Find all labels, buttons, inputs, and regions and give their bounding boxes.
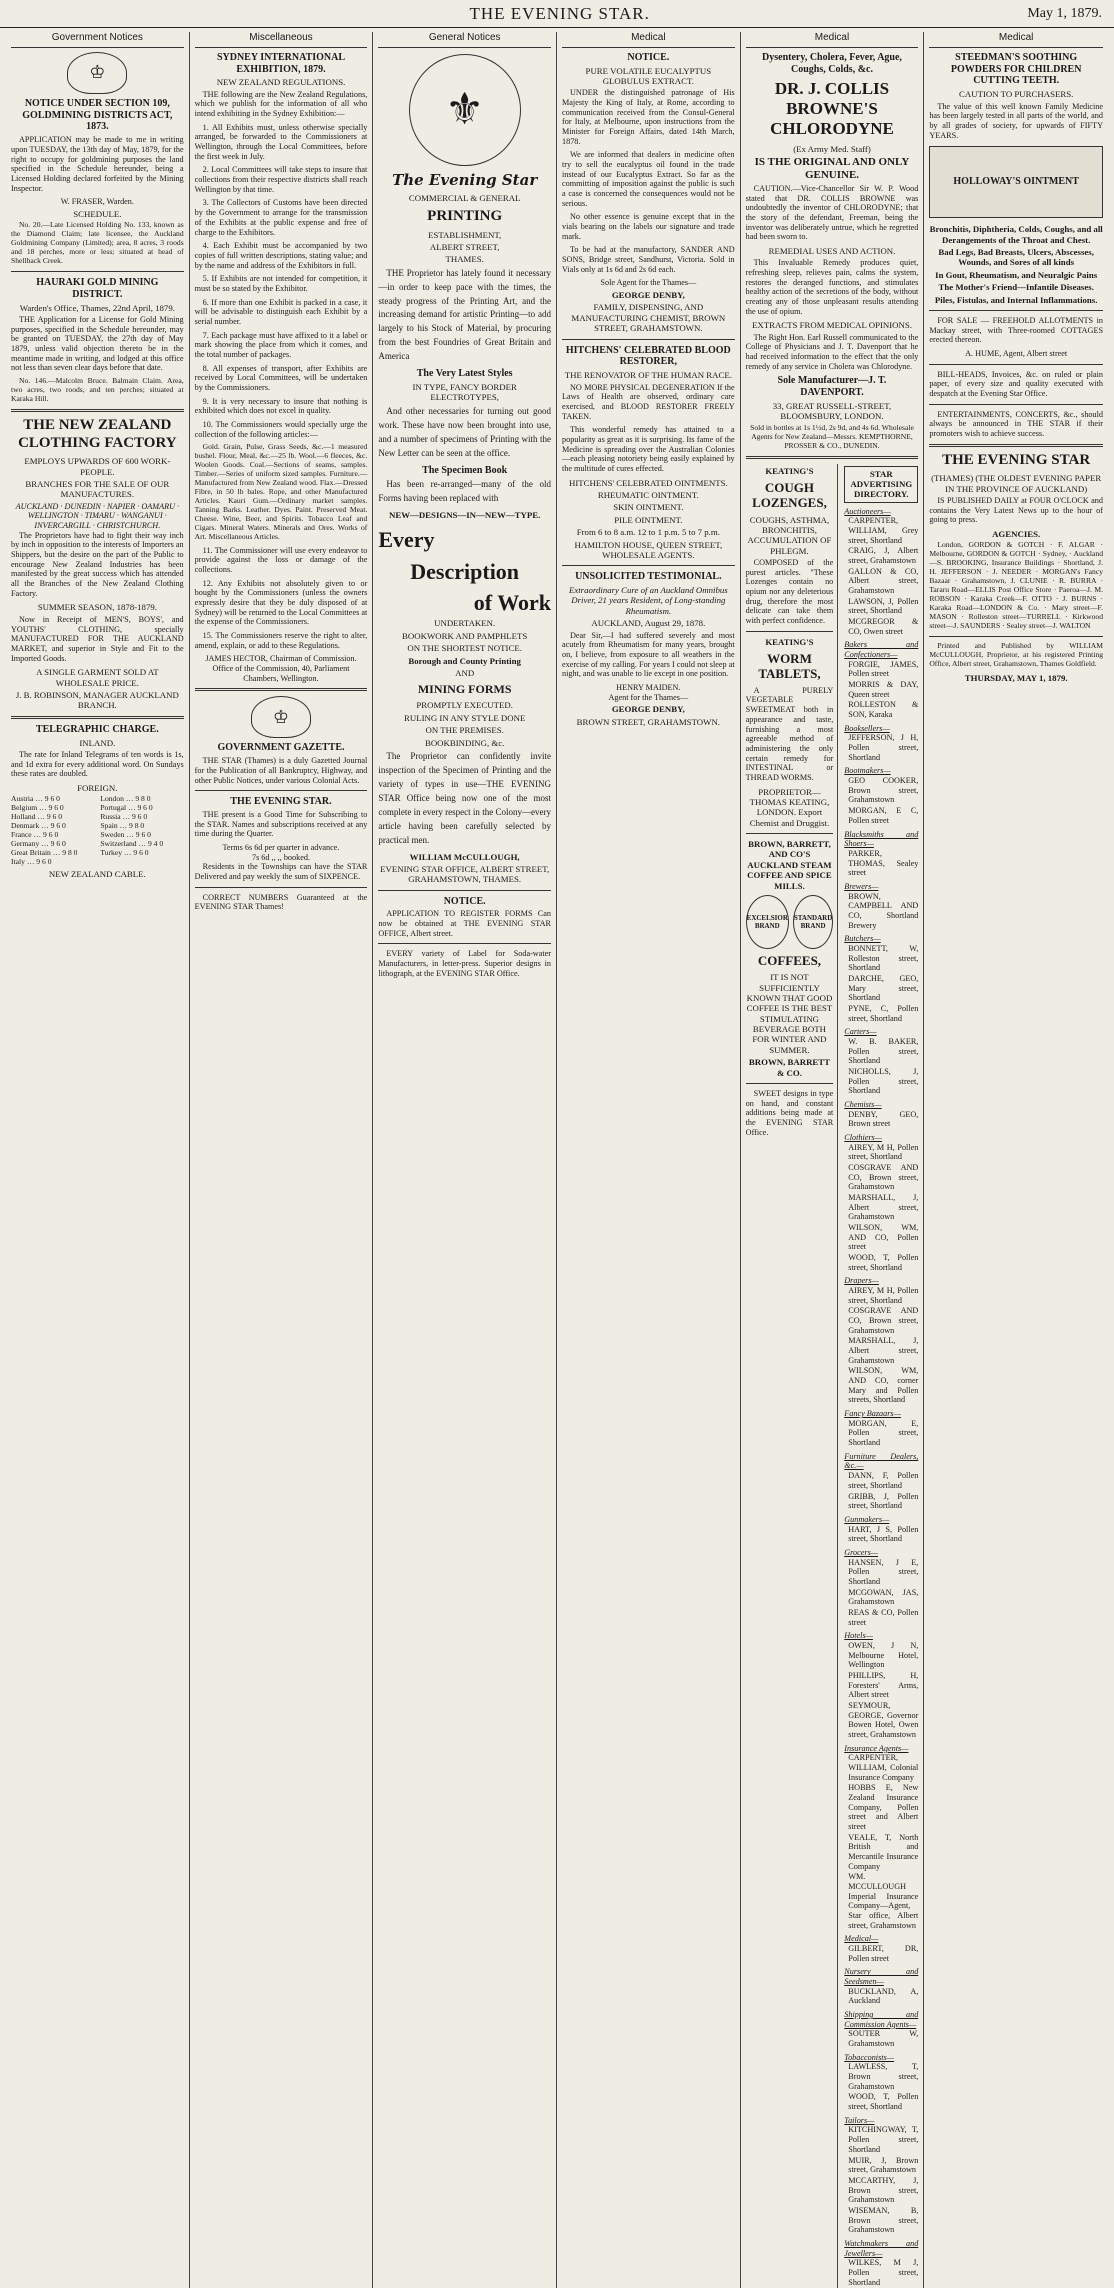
directory-entry: MCGREGOR & CO, Owen street — [848, 617, 919, 636]
divider — [195, 688, 368, 691]
townships-body: Residents in the Townships can have the STAR Delivered and pay weekly the sum of SIXPENCE. — [194, 862, 368, 882]
hitchens-body2: This wonderful remedy has attained to a popularity as great as it is surprising. Its fame of the Medicine is spreading over the Australian Colonies—each pleasing notoriety being easily explained by the multitude of cures effected. — [562, 425, 735, 473]
inspect-body: The Proprietor can confidently invite inspection of the Specimen of Printing and the variety of types in use—THE EVENING STAR Office being now one of the most complete in every respect in the Colony—every article having been carefully selected by practical men. — [378, 750, 551, 845]
eucalyptus-sale: To be had at the manufactory, SANDER AND SONS, Bridge street, Sandhurst, Victoria. Sold in Vials only at 1s 6d and 2s 6d each. — [562, 245, 735, 274]
directory-entry: CARPENTER, WILLIAM, Colonial Insurance Company — [848, 1753, 919, 1782]
ointment-title: HITCHENS' CELEBRATED OINTMENTS. — [568, 477, 728, 488]
rate-cell: Denmark … 9 6 0 — [11, 821, 66, 831]
directory-entry: SEYMOUR, GEORGE, Governor Bowen Hotel, Owen street, Grahamstown — [848, 1700, 919, 1739]
directory-entry: DARCHE, GEO, Mary street, Shortland — [848, 973, 919, 1003]
directory-entry: MCGOWAN, JAS, Grahamstown — [848, 1587, 919, 1607]
rule-item: 9. It is very necessary to insure that nothing is exhibited which does not excel in quality. — [194, 396, 368, 416]
keating-and-directory — [746, 464, 919, 2288]
directory-entry: W. B. BAKER, Pollen street, Shortland — [848, 1036, 919, 1066]
rate-cell: Switzerland … 9 4 0 — [100, 839, 164, 849]
bb-title: BROWN, BARRETT, AND CO'S AUCKLAND STEAM COFFEE AND SPICE MILLS. — [747, 839, 832, 891]
divider — [929, 444, 1103, 447]
directory-list — [844, 507, 918, 2288]
steedman-body: The value of this well known Family Medicine has been largely tested in all parts of the world, and by all grades of society, for upwards of FIFTY YEARS. — [929, 101, 1103, 140]
rule-item: 8. All expenses of transport, after Exhibits are received by Local Committees, will be undertaken by the Commissioners. — [194, 363, 368, 392]
directory-entry: HOBBS E, New Zealand Insurance Company, Pollen street and Albert street — [848, 1783, 919, 1831]
directory-category: Clothiers— — [844, 1132, 883, 1142]
holloway-mothers: The Mother's Friend—Infantile Diseases. — [938, 282, 1094, 293]
bill-heads: BILL-HEADS, Invoices, &c. on ruled or plain paper, of every size and quality executed with despatch at the Evening Star Office. — [929, 369, 1103, 398]
sole-address: 33, GREAT RUSSELL-STREET, BLOOMSBURY, LONDON. — [772, 400, 892, 422]
footer-imprint: Printed and Published by WILLIAM McCULLOUGH, Proprietor, at his registered Printing Office, Albert street, Grahamstown, Thames Goldfield. — [929, 640, 1103, 668]
ruling-line: RULING IN ANY STYLE DONE — [403, 712, 526, 723]
notice-line: ON THE SHORTEST NOTICE. — [407, 643, 522, 654]
directory-entry: LAWSON, J, Pollen street, Shortland — [848, 596, 919, 616]
directory-entry: NICHOLLS, J, Pollen street, Shortland — [848, 1066, 919, 1096]
keating-title: KEATING'S — [765, 465, 814, 476]
hauraki-sub: Warden's Office, Thames, 22nd April, 1879. — [19, 302, 175, 313]
directory-category: Medical— — [844, 1934, 879, 1944]
rheumatic-line: RHEUMATIC OINTMENT. — [597, 490, 699, 500]
directory-entry: GEO COOKER, Brown street, Grahamstown — [848, 776, 919, 805]
directory-entry: GILBERT, DR, Pollen street — [848, 1944, 919, 1963]
mining-forms: MINING FORMS — [417, 682, 512, 697]
directory-category: Tobacconists— — [844, 2052, 895, 2062]
styles-title: The Very Latest Styles — [416, 368, 513, 380]
directory-entry: WILSON, WM, AND CO, Pollen street — [848, 1223, 919, 1252]
star-sub: (THAMES) (THE OLDEST EVENING PAPER IN THE PROVINCE OF AUCKLAND) — [931, 473, 1102, 494]
column-medical-1 — [557, 32, 741, 2288]
column-general-notices — [373, 32, 557, 2288]
directory-category: Gunmakers— — [844, 1514, 890, 1524]
cable-title: NEW ZEALAND CABLE. — [48, 868, 146, 879]
binding-line: BOOKBINDING, &c. — [424, 737, 505, 748]
rate-cell: Italy … 9 6 0 — [11, 856, 52, 866]
directory-category: Fancy Bazaars— — [844, 1409, 901, 1419]
keating-proprietor: PROPRIETOR—THOMAS KEATING, LONDON. Export Chemist and Druggist. — [749, 786, 830, 828]
directory-category: Chemists— — [844, 1099, 882, 1109]
rule-item: 4. Each Exhibit must be accompanied by two copies of full written descriptions, stating value; and by the name and address of the Exhibitors in full. — [194, 241, 368, 270]
directory-entry: MARSHALL, J, Albert street, Grahamstown — [848, 1193, 919, 1222]
divider — [11, 716, 184, 719]
directory-entry: WILSON, WM, AND CO, corner Mary and Pollen streets, Shortland — [848, 1366, 919, 1405]
books-line: BOOKWORK AND PAMPHLETS — [402, 630, 528, 641]
directory-entry: WOOD, T, Pollen street, Shortland — [848, 1253, 919, 1272]
divider — [195, 790, 368, 791]
diseases-line: Dysentery, Cholera, Fever, Ague, Coughs, Colds, &c. — [762, 51, 902, 75]
telegraph-title: TELEGRAPHIC CHARGE. — [35, 723, 159, 735]
bb-sign: BROWN, BARRETT & CO. — [748, 1057, 831, 1078]
agent2-sub: BROWN STREET, GRAHAMSTOWN. — [576, 716, 720, 727]
directory-entry: PHILLIPS, H, Foresters' Arms, Albert street — [848, 1670, 919, 1700]
directory-category: Brewers— — [844, 881, 879, 891]
directory-entry: GALLON & CO, Albert street, Grahamstown — [848, 566, 919, 596]
masthead — [0, 0, 1114, 28]
directory-entry: DANN, F, Pollen street, Shortland — [848, 1471, 919, 1490]
directory-category: Auctioneers— — [844, 506, 891, 516]
holloway-bad-legs: Bad Legs, Bad Breasts, Ulcers, Abscesses, Wounds, and Sores of all kinds — [938, 247, 1094, 268]
standard-brand-icon: STANDARD BRAND — [793, 895, 833, 949]
published-body: IS PUBLISHED DAILY at FOUR O'CLOCK and contains the Very Latest News up to the hour of going to press. — [929, 496, 1103, 525]
divider — [746, 631, 834, 632]
rule-item: 5. If Exhibits are not intended for competition, it must be so stated by the Exhibitor. — [194, 274, 368, 293]
remedial-body: This Invaluable Remedy produces quiet, refreshing sleep, relieves pain, calms the system, restores the deranged functions, and stimulates healthy action of the secretions of the body, without creating any of those unpleasant results attending the use of opium. — [745, 258, 919, 316]
directory-entry: BONNETT, W, Rolleston street, Shortland — [848, 943, 919, 973]
divider — [929, 636, 1103, 637]
directory-category: Carters— — [844, 1027, 877, 1037]
directory-category: Grocers— — [844, 1547, 879, 1557]
commission-sign: JAMES HECTOR, Chairman of Commission. Office of the Commission, 40, Parliament Chambers, Wellington. — [205, 654, 357, 683]
rate-cell: France … 9 6 0 — [11, 830, 59, 840]
advertising-directory — [844, 464, 918, 2288]
directory-entry: WILKES, M J, Pollen street, Shortland — [848, 2258, 919, 2287]
rates-table — [11, 795, 184, 867]
skin-line: SKIN OINTMENT. — [613, 502, 684, 513]
exhibition-intro: THE following are the New Zealand Regulations, which we publish for the information of all who intend exhibiting in the Sydney Exhibition:— — [194, 89, 368, 119]
column-header: Medical — [746, 32, 919, 48]
new-designs: NEW—DESIGNS—IN—NEW—TYPE. — [389, 510, 541, 521]
line1: COMMERCIAL & GENERAL — [408, 193, 521, 204]
hamilton-line: HAMILTON HOUSE, QUEEN STREET, WHOLESALE AGENTS. — [574, 539, 723, 560]
rule-item: 10. The Commissioners would specially urge the collection of the following articles:— — [194, 419, 368, 439]
directory-entry: WISEMAN, B, Brown street, Grahamstown — [848, 2205, 919, 2235]
rate-cell: Portugal … 9 6 0 — [100, 803, 153, 813]
labels-body: EVERY variety of Label for Soda-water Manufacturers, in letter-press. Superior designs in lithograph, at the EVENING STAR Office. — [378, 949, 551, 978]
divider — [11, 409, 184, 412]
directory-entry: HANSEN, J E, Pollen street, Shortland — [848, 1557, 919, 1586]
rule-item: 15. The Commissioners reserve the right to alter, amend, explain, or add to these Regulations. — [194, 631, 368, 650]
summer-body: Now in Receipt of MEN'S, BOYS', and YOUTHS' CLOTHING, specially MANUFACTURED FOR THE AUCKLAND MARKET, and superior in Style and Fit to the Imported Goods. — [11, 614, 184, 663]
divider — [378, 943, 551, 944]
column-government-notices — [6, 32, 190, 2288]
gazette-title: GOVERNMENT GAZETTE. — [217, 742, 345, 754]
original-line: IS THE ORIGINAL AND ONLY GENUINE. — [754, 155, 910, 181]
robinson-sign: J. B. ROBINSON, MANAGER AUCKLAND BRANCH. — [15, 689, 179, 711]
hauraki-title: HAURAKI GOLD MINING DISTRICT. — [36, 277, 159, 300]
eucalyptus-body: UNDER the distinguished patronage of His Majesty the King of Italy, at Rome, according to communication received from the Consul-General for Italy, at Melbourne, upon instructions from the Minister for Foreign Affairs, dated 14th March, 1878. — [562, 88, 735, 146]
column-header: Medical — [929, 32, 1103, 48]
directory-category: Drapers— — [844, 1276, 879, 1286]
notice-title: NOTICE UNDER SECTION 109, GOLDMINING DISTRICTS ACT, 1873. — [22, 97, 173, 133]
pile-line: PILE OINTMENT. — [614, 514, 683, 525]
directory-entry: MCCARTHY, J, Brown street, Grahamstown — [848, 2175, 919, 2205]
royal-arms-icon: ♔ — [67, 52, 127, 94]
directory-entry: DENBY, GEO, Brown street — [848, 1109, 919, 1129]
testimonial-sub: Extraordinary Cure of an Auckland Omnibus Driver, 21 years Resident, of Long-standing Rheumatism. — [568, 585, 728, 616]
terms-line: Terms 6s 6d per quarter in advance. — [222, 843, 340, 853]
directory-entry: BUCKLAND, A, Auckland — [848, 1986, 919, 2006]
factory-sub: EMPLOYS UPWARDS OF 600 WORK-PEOPLE. — [24, 456, 171, 477]
directory-entry: CRAIG, J, Albert street, Grahamstown — [848, 546, 919, 566]
rule-item: 11. The Commissioner will use every endeavor to provide against the loss or damage of the collections. — [194, 545, 368, 575]
factory-title: THE NEW ZEALAND CLOTHING FACTORY — [18, 416, 177, 451]
directory-category: Furniture Dealers, &c.— — [844, 1451, 919, 1471]
masthead-title: THE EVENING STAR. — [469, 3, 650, 23]
notice-body: APPLICATION may be made to me in writing upon TUESDAY, the 13th day of May, 1879, for the right to occupy for goldmining purposes the land specified in the Schedule hereunder, being a Licensed Holding declared forfeited by the Mining Inspector. — [11, 135, 184, 193]
star-body: THE present is a Good Time for Subscribing to the STAR. Names and subscriptions received at any time during the Quarter. — [194, 810, 368, 839]
correct-numbers: CORRECT NUMBERS Guaranteed at the EVENING STAR Thames! — [194, 892, 368, 912]
paper-title: The Evening Star — [392, 170, 538, 189]
rate-cell: Great Britain … 9 8 0 — [11, 848, 78, 857]
printing-press-icon: ⚜ — [409, 54, 521, 166]
directory-category: Watchmakers and Jewellers— — [844, 2238, 919, 2258]
rate-cell: Turkey … 9 6 0 — [100, 848, 149, 857]
rate-cell: Belgium … 9 6 0 — [11, 803, 64, 813]
holloway-piles: Piles, Fistulas, and Internal Inflammations. — [934, 294, 1098, 305]
column-header: Government Notices — [11, 32, 184, 48]
keating-cough: COUGH LOZENGES, — [752, 479, 827, 511]
and-line: AND — [455, 667, 475, 678]
agent-line: Sole Agent for the Thames— — [600, 278, 697, 288]
keating-body: COMPOSED of the purest articles. "These Lozenges contain no opium nor any deleterious drug, therefore the most delicate can take them with perfect confidence. — [745, 558, 834, 626]
telegraph-inland: INLAND. — [79, 737, 116, 748]
steedman-title: STEEDMAN'S SOOTHING POWDERS FOR CHILDREN CUTTING TEETH. — [950, 51, 1082, 87]
notice-title: NOTICE. — [443, 895, 486, 907]
hitchens-body: NO MORE PHYSICAL DEGENERATION If the Laws of Health are observed, ordinary care exercised, and BLOOD RESTORER FREELY TAKEN. — [562, 382, 735, 421]
borough-line: Borough and County Printing — [408, 655, 521, 666]
divider — [195, 887, 368, 888]
chlorodyne-brand: DR. J. COLLIS BROWNE'S CHLORODYNE — [770, 79, 894, 139]
directory-entry: MARSHALL, J, Albert street, Grahamstown — [848, 1336, 919, 1365]
footer-date: THURSDAY, MAY 1, 1879. — [964, 672, 1068, 683]
sale-agent: A. HUME, Agent, Albert street — [965, 348, 1068, 358]
directory-entry: COSGRAVE AND CO, Brown street, Grahamstown — [848, 1163, 919, 1192]
eucalyptus-body2: We are informed that dealers in medicine often try to sell the eucalyptus oil found in the trade instead of our Eucalyptus Extract. So far as the committing of imposition against the public is such a case is concerned the consequences would not be serious. — [562, 150, 735, 208]
address1: ALBERT STREET, — [429, 241, 500, 252]
every-line: Every — [378, 526, 435, 552]
premises-line: ON THE PREMISES. — [425, 725, 504, 736]
sweet-body: SWEET designs in type on hand, and constant additions being made at the EVENING STAR Office. — [745, 1088, 834, 1137]
line2: ESTABLISHMENT, — [428, 229, 502, 240]
schedule-text: No. 20.—Late Licensed Holding No. 133, known as the Diamond Claim; late licensee, the Auckland Goldmining Company (Limited); area, 8 acres, 3 roods and 18 perches, more or less; situated at head of Shellback Creek. — [11, 220, 184, 266]
undertaken-line: UNDERTAKEN. — [434, 618, 496, 629]
keating-worm: WORM TABLETS, — [758, 651, 821, 682]
directory-category: Blacksmiths and Shoers— — [844, 829, 919, 849]
divider — [929, 310, 1103, 311]
description-line: Description — [410, 558, 520, 584]
schedule2-text: No. 146.—Malcolm Bruce. Balmain Claim. Area, two acres, two roods, and ten perches; situated at Karaka Hill. — [11, 376, 184, 403]
divider — [11, 271, 184, 272]
rate-cell: Holland … 9 6 0 — [11, 812, 63, 822]
divider — [746, 1083, 834, 1084]
divider — [562, 339, 735, 340]
directory-category: Bootmakers— — [844, 766, 891, 776]
sale-body: FOR SALE — FREEHOLD ALLOTMENTS in Mackay street, with Three-roomed COTTAGES erected thereon. — [929, 315, 1103, 345]
articles-list: Gold. Grain, Pulse, Grass Seeds, &c.—1 measured bushel. Flour, Meal, &c.—25 lb. Wool.—6 fleeces, &c. Woolen Goods. Coal.—Sections of seams, samples. Timber.—Series of uniform sized samples. Furniture.—Manufactured from New Zealand wood. Flax.—Dressed Fibre, in 50 lb bales. Rope, and other Manufactured Articles. Kauri Gum.—Ordinary market samples. Tanning Barks. Leather. Dyes. Paint. Preserved Meat. Cheese. Wine, Beer, and Spirits. Tobacco Leaf and Cigars. Mineral Waters. Minerals and Ores. Works of Art. Miscellaneous Articles. — [194, 442, 368, 541]
directory-entry: REAS & CO, Pollen street — [848, 1607, 919, 1627]
agent-name: GEORGE DENBY, — [611, 290, 685, 301]
steedman-caution: CAUTION TO PURCHASERS. — [959, 89, 1074, 100]
rule-item: 1. All Exhibits must, unless otherwise specially arranged, be forwarded to the Commissioners at Wellington, through the Local Committees, before the first week in July. — [194, 122, 368, 161]
agent-sub: FAMILY, DISPENSING, AND MANUFACTURING CHEMIST, BROWN STREET, GRAHAMSTOWN. — [571, 302, 726, 334]
schedule-heading: SCHEDULE. — [73, 208, 122, 219]
directory-entry: MORRIS & DAY, Queen street — [848, 680, 919, 699]
directory-category: Shipping and Commission Agents— — [844, 2010, 919, 2029]
notice-body: APPLICATION TO REGISTER FORMS Can now be obtained at THE EVENING STAR OFFICE, Albert street. — [378, 909, 551, 938]
booked-line: 7s 6d ,, ,, booked. — [251, 852, 310, 862]
testimonial-sign: HENRY MAIDEN. — [616, 682, 681, 692]
address2: THAMES. — [445, 254, 484, 265]
testimonial-date: AUCKLAND, August 29, 1878. — [591, 618, 706, 629]
directory-category: Booksellers— — [844, 723, 890, 733]
directory-entry: COSGRAVE AND CO, Brown street, Grahamstown — [848, 1306, 919, 1335]
directory-entry: GRIBB, J, Pollen street, Shortland — [848, 1491, 919, 1511]
specimen-body: Has been re-arranged—many of the old Forms having been replaced with — [378, 479, 551, 504]
sole-manufacturer: Sole Manufacturer—J. T. DAVENPORT. — [777, 375, 887, 399]
column-medical-2 — [741, 32, 925, 2288]
star-title: THE EVENING STAR. — [230, 796, 332, 808]
rate-cell: Sweden … 9 6 0 — [100, 830, 151, 840]
coffees-title: COFFEES, — [757, 952, 822, 968]
rule-item: 2. Local Committees will take steps to insure that collections from their respective districts shall reach Wellington by that time. — [194, 165, 368, 194]
star-title: THE EVENING STAR — [942, 451, 1091, 468]
directory-entry: OWEN, J N, Melbourne Hotel, Wellington — [848, 1640, 919, 1670]
hitchens-sub: THE RENOVATOR OF THE HUMAN RACE. — [564, 370, 732, 381]
remedial-title: REMEDIAL USES AND ACTION. — [768, 245, 896, 256]
entertainments: ENTERTAINMENTS, CONCERTS, &c., should always be announced in THE STAR if their promoters wish to achieve success. — [929, 409, 1103, 438]
chlorodyne-sub: (Ex Army Med. Staff) — [793, 143, 871, 154]
holloway-gout: In Gout, Rheumatism, and Neuralgic Pains — [935, 269, 1098, 280]
divider — [929, 364, 1103, 365]
branches-list: AUCKLAND · DUNEDIN · NAPIER · OAMARU · WELLINGTON · TIMARU · WANGANUI · INVERCARGILL · CHRISTCHURCH. — [15, 501, 180, 531]
directory-entry: SOUTER W, Grahamstown — [848, 2029, 919, 2049]
extracts-body: The Right Hon. Earl Russell communicated to the College of Physicians and J. T. Davenport that he had received information to the effect that the only remedy of any service in Cholera was Chlorodyne. — [745, 332, 919, 371]
gazette-body: THE STAR (Thames) is a duly Gazetted Journal for the Publication of all Bankruptcy, Highway, and other Public Notices, under various Colonial Acts. — [194, 756, 368, 785]
keating-ads — [746, 464, 839, 2288]
directory-entry: BROWN, CAMPBELL AND CO, Shortland Brewery — [848, 891, 919, 930]
directory-entry: PARKER, THOMAS, Sealey street — [848, 848, 919, 878]
directory-entry: WOOD, T, Pollen street, Shortland — [848, 2092, 919, 2112]
rule-item: 7. Each package must have affixed to it a label or mark showing the place from which it comes, and the total number of packages. — [194, 330, 368, 359]
agent2-name: GEORGE DENBY, — [611, 704, 685, 715]
owner-name: WILLIAM McCULLOUGH, — [409, 851, 520, 862]
directory-entry: WM. MCCULLOUGH Imperial Insurance Company—Agent, Star office, Albert street, Grahamstown — [848, 1872, 919, 1930]
owner-sub: EVENING STAR OFFICE, ALBERT STREET, GRAHAMSTOWN, THAMES. — [380, 863, 550, 885]
type-line: IN TYPE, FANCY BORDER ELECTROTYPES, — [412, 382, 517, 403]
royal-arms-icon: ♔ — [251, 696, 311, 738]
divider — [746, 456, 919, 459]
branches-title: BRANCHES FOR THE SALE OF OUR MANUFACTURES. — [25, 479, 170, 500]
rule-item: 3. The Collectors of Customs have been directed by the Government to arrange for the transmission of the Exhibits at the public expense and free of charge to the Exhibitors. — [194, 198, 368, 237]
directory-entry: JEFFERSON, J H, Pollen street, Shortland — [848, 733, 919, 762]
exhibition-title: SYDNEY INTERNATIONAL EXHIBITION, 1879. — [216, 51, 346, 75]
directory-entry: HART, J S, Pollen street, Shortland — [848, 1524, 919, 1544]
printing-title: PRINTING — [427, 207, 503, 224]
agent2-line: Agent for the Thames— — [608, 692, 689, 702]
directory-entry: MORGAN, E, Pollen street, Shortland — [848, 1418, 919, 1448]
notice-title: NOTICE. — [627, 51, 670, 63]
divider — [378, 890, 551, 891]
holloways-ointment-logo: HOLLOWAY'S OINTMENT — [929, 146, 1103, 218]
divider — [562, 565, 735, 566]
columns — [6, 32, 1108, 2287]
extracts-title: EXTRACTS FROM MEDICAL OPINIONS. — [751, 320, 912, 331]
masthead-date: May 1, 1879. — [1027, 5, 1102, 21]
coffees-body: IT IS NOT SUFFICIENTLY KNOWN THAT GOOD COFFEE IS THE BEST STIMULATING BEVERAGE BOTH FOR WINTER AND SUMMER. — [746, 972, 833, 1055]
rate-cell: London … 9 8 0 — [100, 794, 151, 804]
directory-entry: KITCHINGWAY, T, Pollen street, Shortland — [848, 2125, 919, 2154]
printing-body: THE Proprietor has lately found it necessary—in order to keep pace with the times, the steady progress of the Printing Art, and the increasing demand for artistic Printing—to add largely to his Stock of Material, by procuring from the best Foundries of Great Britain and America — [378, 267, 551, 362]
divider — [929, 404, 1103, 405]
column-medical-3 — [924, 32, 1108, 2288]
column-header: Medical — [562, 32, 735, 48]
agencies-title: AGENCIES. — [992, 529, 1041, 540]
summer-title: SUMMER SEASON, 1878-1879. — [37, 602, 157, 613]
rate-cell: Spain … 9 8 0 — [100, 821, 145, 831]
directory-category: Nursery and Seedsmen— — [844, 1967, 919, 1987]
keating-worm-title: KEATING'S — [765, 636, 814, 647]
keating-worm-body: A PURELY VEGETABLE SWEETMEAT both in appearance and taste, furnishing a most agreeable method of administering the only certain remedy for INTESTINAL or THREAD WORMS. — [745, 685, 834, 782]
directory-category: Bakers and Confectioners— — [844, 640, 919, 660]
directory-title: STAR ADVERTISING DIRECTORY. — [844, 466, 918, 503]
directory-entry: AIREY, M H, Pollen street, Shortland — [848, 1286, 919, 1305]
garment-line: A SINGLE GARMENT SOLD AT WHOLESALE PRICE. — [36, 667, 159, 688]
directory-entry: ROLLESTON & SON, Karaka — [848, 700, 919, 720]
sole-sub: Sold in bottles at 1s 1½d, 2s 9d, and 4s 6d. Wholesale Agents for New Zealand—Messrs. KEMPTHORNE, PROSSER & CO., DUNEDIN. — [750, 422, 914, 450]
rate-cell: Russia … 9 6 0 — [100, 812, 148, 822]
notice-sign: W. FRASER, Warden. — [60, 197, 134, 207]
directory-category: Tailors— — [844, 2115, 875, 2125]
directory-entry: VEALE, T, North British and Mercantile Insurance Company — [848, 1832, 919, 1871]
directory-entry: PYNE, C, Pollen street, Shortland — [848, 1003, 919, 1023]
testimonial-title: UNSOLICITED TESTIMONIAL. — [575, 571, 722, 583]
directory-entry: CARPENTER, WILLIAM, Grey street, Shortland — [848, 516, 919, 545]
rule-item: 6. If more than one Exhibit is packed in a case, it will be advisable to distinguish each Exhibit by a serial number. — [194, 297, 368, 326]
coffee-brands — [746, 895, 834, 949]
exhibition-sub: NEW ZEALAND REGULATIONS. — [216, 77, 346, 88]
directory-entry: FORGIE, JAMES, Pollen street — [848, 659, 919, 679]
excelsior-brand-icon: EXCELSIOR BRAND — [746, 895, 789, 949]
rule-item: 12. Any Exhibits not absolutely given to or bought by the Commissioners (unless the owners expressly desire that they be duly disposed of at Sydney) will be returned to the Local Committees at the expense of the Commissioners. — [194, 578, 368, 627]
directory-category: Insurance Agents— — [844, 1743, 909, 1753]
testimonial-body: Dear Sir,—I had suffered severely and most acutely from Rheumatism for many years, brought on, I believe, from exposure to all weathers in the exercise of my calling. For years I could not sleep at night, and was unable to lie except in one position. — [562, 630, 735, 679]
specimen-title: The Specimen Book — [422, 464, 508, 476]
printing-body2: And other necessaries for turning out good work. These have now been brought into use, and a number of specimens of Printing with the New Letter can be seen at the office. — [378, 405, 551, 458]
rate-cell: Austria … 9 6 0 — [11, 794, 60, 804]
eucalyptus-title: PURE VOLATILE EUCALYPTUS GLOBULUS EXTRACT. — [585, 65, 712, 86]
keating-list: COUGHS, ASTHMA, BRONCHITIS, ACCUMULATION OF PHLEGM. — [747, 514, 832, 556]
column-header: Miscellaneous — [195, 32, 368, 48]
column-header: General Notices — [378, 32, 551, 48]
chlorodyne-caution: CAUTION.—Vice-Chancellor Sir W. P. Wood stated that DR. COLLIS BROWNE was undoubtedly the inventor of CHLORODYNE; that the story of the defendant, Freeman, being the inventor was deliberately untrue, which he regretted had been sworn to. — [745, 183, 919, 242]
directory-entry: MUIR, J, Brown street, Grahamstown — [848, 2155, 919, 2175]
holloway-bronchitis: Bronchitis, Diphtheria, Colds, Coughs, and all Derangements of the Throat and Chest. — [929, 224, 1103, 245]
directory-category: Hotels— — [844, 1631, 873, 1641]
divider — [746, 833, 834, 834]
directory-entry: MORGAN, E C, Pollen street — [848, 806, 919, 825]
eucalyptus-caution: No other essence is genuine except that in the vials bearing on the labels our signature and trade mark. — [562, 212, 735, 241]
directory-entry: LAWLESS, T, Brown street, Grahamstown — [848, 2062, 919, 2091]
hours-line: From 6 to 8 a.m. 12 to 1 p.m. 5 to 7 p.m. — [576, 527, 720, 538]
directory-entry: AIREY, M H, Pollen street, Shortland — [848, 1142, 919, 1162]
directory-category: Butchers— — [844, 934, 881, 944]
column-miscellaneous — [190, 32, 374, 2288]
factory-body: The Proprietors have had to fight their way inch by inch in opposition to the interests of Importers an Shippers, but the desire on the part of the Public to encourage New Zealand Industries has been manifested by the great success which has attended all the Branches of the New Zealand Clothing Factory. — [11, 530, 184, 598]
of-work-line: of Work — [473, 590, 551, 616]
hitchens-title: HITCHENS' CELEBRATED BLOOD RESTORER, — [565, 344, 731, 368]
hauraki-body: THE Application for a License for Gold Mining purposes, specified in the Schedule hereunder, may be granted on TUESDAY, the 27th day of May 1879, unless valid objection thereto be in the meantime made in writing, and lodged at this office not less than seven clear days before that date. — [11, 315, 184, 373]
telegraph-body: The rate for Inland Telegrams of ten words is 1s, and 1d extra for every additional word. On Sundays these rates are doubled. — [11, 749, 184, 779]
rate-cell: Germany … 9 6 0 — [11, 839, 66, 849]
promptly-line: PROMPTLY EXECUTED. — [416, 700, 513, 711]
agency-list: London, GORDON & GOTCH · F. ALGAR · Melbourne, GORDON & GOTCH · Sydney, · Auckland—S. BROOKING, Insurance Buildings · Shortland, J. H. JEFFERSON · J. NEEDER · MORGAN's Fancy Bazaar · Grahamstown, J. CLUNIE · R. BURRA · Tararu Road—ELLIS Post Office Store · Paeroa—J. M. ROBSON · Karaka Creek—F. OTTO · J. BURNS · Karaka Road—LONDON & Co. · Mary street—F. MASON · Rolleston street—TURRELL · Kirkwood street—J. SAUNDERS · Sealey street—J. WALTON — [929, 540, 1103, 630]
telegraph-foreign: FOREIGN. — [77, 782, 118, 793]
